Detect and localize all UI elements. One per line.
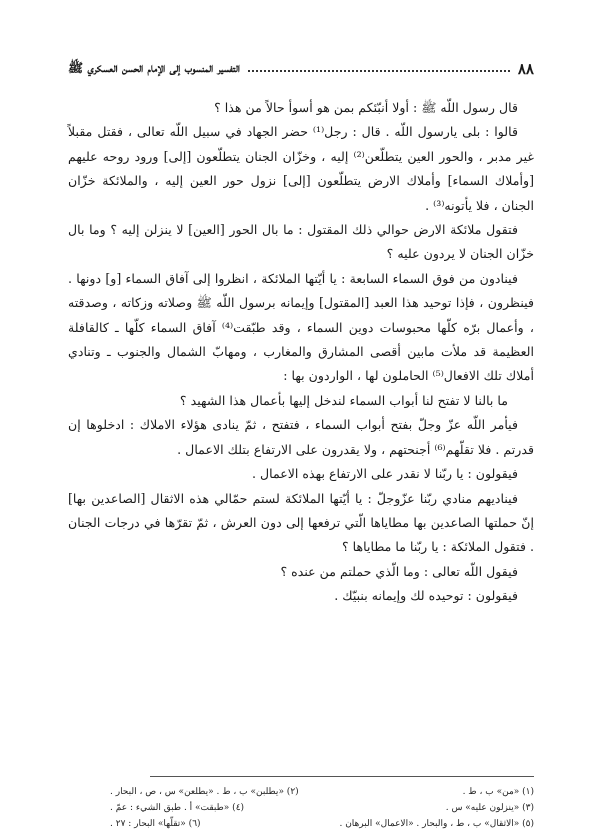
footnote: (٦) «تقلّها» البحار : ٢٧ . xyxy=(110,819,201,829)
paragraph: فيقولون : يا ربّنا لا نقدر على الارتفاع بهذه الاعمال . xyxy=(251,466,518,482)
header-dotted-rule xyxy=(248,70,510,72)
paragraph: فينادون من فوق السماء السابعة : يا أيّتها الملائكة ، انظروا إلى آفاق السماء [و] دونها . فينظرون ، فإذا توحيد هذا العبد [المقتول] وإيمانه برسول اللّه ﷺ وصلاته وزكاته ، وصدقته ، وأعمال برّه كلّها محبوسات دوين السماء ، وقد طبّقت⁽⁴⁾ آفاق السماء كلّها ـ كالقافلة العظيمة قد ملأت مابين أقصى المشارق والمغارب ، ومهابّ الشمال والجنوب ـ وتنادي أملاك تلك الافعال⁽⁵⁾ الحاملون لها ، الواردون بها : xyxy=(68,270,534,384)
paragraph: ما بالنا لا تفتح لنا أبواب السماء لندخل إليها بأعمال هذا الشهيد ؟ xyxy=(179,392,508,408)
main-text xyxy=(68,96,534,609)
paragraph: فتقول ملائكة الارض حوالي ذلك المقتول : ما بال الحور [العين] لا ينزلن إليه ؟ وما بال خزّان الجنان لا يردون عليه ؟ xyxy=(68,222,534,262)
footnote: (٣) «ينزلون عليه» س . xyxy=(445,803,534,813)
paragraph: قالوا : بلى يارسول اللّه . قال : رجل⁽¹⁾ حضر الجهاد في سبيل اللّه تعالى ، فقتل مقبلاً غير مدبر ، والحور العين يتطلّعن⁽²⁾ إليه ، وخزّان الجنان يتطلّعون [إلى] ورود روحه عليهم [وأملاك السماء] وأملاك الارض يتطلّعون [إلى] نزول حور العين إليه ، والملائكة خزّان الجنان ، فلا يأتونه⁽³⁾ . xyxy=(68,124,534,213)
paragraph: فيأمر اللّه عزّ وجلّ بفتح أبواب السماء ، فتفتح ، ثمّ ينادى هؤلاء الاملاك : ادخلوها إن قدرتم . فلا تقلّهم⁽⁶⁾ أجنحتهم ، ولا يقدرون على الارتفاع بتلك الاعمال . xyxy=(68,417,534,457)
footnotes xyxy=(110,784,534,832)
running-title: التفسير المنسوب إلى الإمام الحسن العسكري ﷺ xyxy=(68,59,240,75)
page-number: ٨٨ xyxy=(517,60,534,78)
footnote: (٥) «الاثقال» ب ، ط ، والبحار . «الاعمال» البرهان . xyxy=(339,819,534,829)
paragraph: فيقول اللّه تعالى : وما الّذي حملتم من عنده ؟ xyxy=(280,563,518,579)
footnote-divider xyxy=(150,776,534,777)
paragraph: قال رسول اللّه ﷺ : أولا أنبّئكم بمن هو أسوأ حالاً من هذا ؟ xyxy=(214,100,518,115)
footnote: (٢) «يطلبن» ب ، ط . «يطلعن» س ، ص ، البحار . xyxy=(110,787,299,797)
footnote-row xyxy=(110,800,534,816)
footnote-row xyxy=(110,784,534,800)
footnote: (١) «من» ب ، ط . xyxy=(462,787,534,797)
footnote: (٤) «طبقت» أ . طبق الشيء : عمّ . xyxy=(110,803,245,813)
paragraph: فيقولون : توحيده لك وإيمانه بنبيّك . xyxy=(334,588,518,604)
paragraph: فيناديهم منادي ربّنا عزّوجلّ : يا أيّتها الملائكة لستم حمّالي هذه الاثقال [الصاعدين بها] إنّ حملتها الصاعدين بها مطاياها الّتي ترفعها إلى دون العرش ، ثمّ تقرّها في درجات الجنان . فتقول الملائكة : يا ربّنا ما مطاياها ؟ xyxy=(68,490,534,555)
page-header xyxy=(68,58,534,80)
